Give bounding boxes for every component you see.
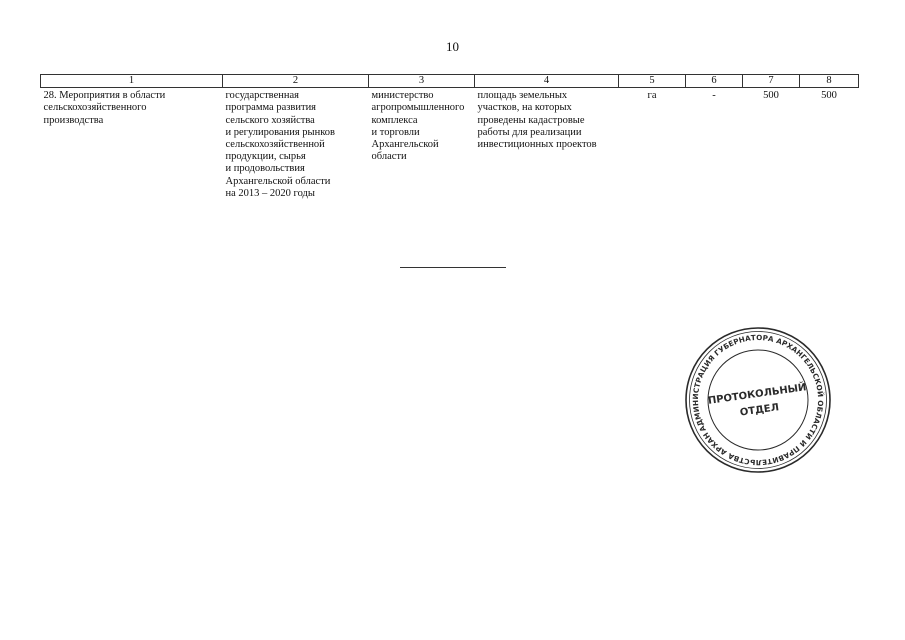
value-col8-cell: 500 <box>821 90 837 102</box>
column-header-6: 6 <box>686 75 743 88</box>
column-header-4: 4 <box>475 75 619 88</box>
responsible-cell: министерство агропромышленного комплекса и торговли Архангельской области <box>371 90 465 163</box>
program-cell: государственная программа развития сельского хозяйства и регулирования рынков сельскохозяйственной продукции, сырья и продовольствия Архангельской области на 2013 – 2020 годы <box>225 90 335 199</box>
column-header-2: 2 <box>223 75 369 88</box>
indicator-cell: площадь земельных участков, на которых проведены кадастровые работы для реализации инвестиционных проектов <box>477 90 597 151</box>
measures-table <box>40 74 859 202</box>
table-row <box>41 88 859 202</box>
value-col6-cell: - <box>712 90 716 102</box>
stamp-center-line2: ОТДЕЛ <box>739 402 780 419</box>
value-col7-cell: 500 <box>763 90 779 102</box>
official-stamp <box>683 325 833 475</box>
stamp-center-line1: ПРОТОКОЛЬНЫЙ <box>707 382 808 407</box>
column-header-3: 3 <box>369 75 475 88</box>
separator-line <box>400 267 506 268</box>
column-header-8: 8 <box>800 75 859 88</box>
column-header-5: 5 <box>619 75 686 88</box>
measure-name-cell: 28. Мероприятия в области сельскохозяйственного производства <box>43 90 166 126</box>
page-number: 10 <box>446 39 459 54</box>
unit-cell: га <box>647 90 657 102</box>
stamp-ring-text: АДМИНИСТРАЦИЯ ГУБЕРНАТОРА АРХАНГЕЛЬСКОЙ ОБЛАСТИ И ПРАВИТЕЛЬСТВА АРХАНГЕЛЬСКОЙ <box>690 332 826 468</box>
header-row <box>41 75 859 88</box>
column-header-1: 1 <box>41 75 223 88</box>
column-header-7: 7 <box>743 75 800 88</box>
